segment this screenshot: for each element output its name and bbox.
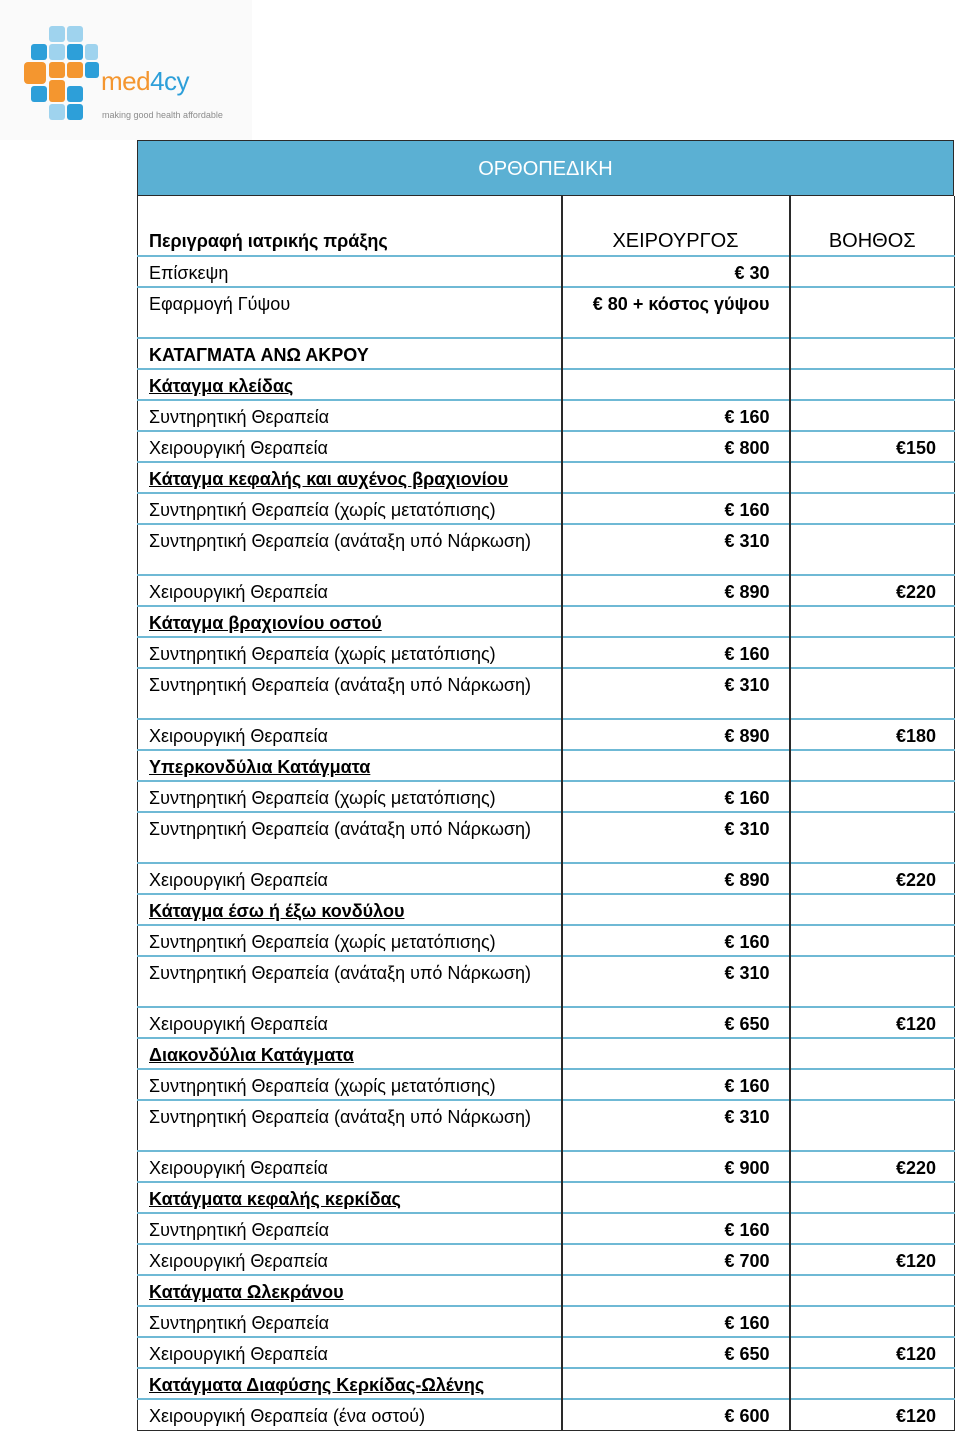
surgeon-fee: € 160 [562,781,790,812]
assistant-fee [790,256,955,287]
procedure-label: Συντηρητική Θεραπεία (χωρίς μετατόπισης) [138,493,562,524]
table-row [138,781,955,812]
assistant-fee [790,369,955,400]
brand-tagline: making good health affordable [102,110,223,120]
procedure-label: Συντηρητική Θεραπεία (ανάταξη υπό Νάρκωση) [138,1100,562,1151]
assistant-fee [790,750,955,781]
surgeon-fee: € 310 [562,956,790,1007]
table-row [138,1337,955,1368]
procedure-label: Συντηρητική Θεραπεία (χωρίς μετατόπισης) [138,781,562,812]
surgeon-fee: € 310 [562,1100,790,1151]
price-table [137,140,954,1431]
surgeon-fee: € 160 [562,1069,790,1100]
assistant-fee [790,1038,955,1069]
assistant-fee [790,1306,955,1337]
table-row [138,1368,955,1399]
procedure-label: Συντηρητική Θεραπεία (ανάταξη υπό Νάρκωση) [138,668,562,719]
procedure-label: Συντηρητική Θεραπεία (ανάταξη υπό Νάρκωση) [138,956,562,1007]
price-rows [137,196,955,1431]
table-row [138,668,955,719]
assistant-fee [790,637,955,668]
header-surgeon: ΧΕΙΡΟΥΡΓΟΣ [562,196,790,256]
surgeon-fee: € 600 [562,1399,790,1430]
table-row [138,606,955,637]
table-row [138,1151,955,1182]
section-heading: Κάταγμα κλείδας [138,369,562,400]
procedure-label: Χειρουργική Θεραπεία [138,719,562,750]
table-row [138,431,955,462]
assistant-fee [790,493,955,524]
section-heading: Κάταγμα έσω ή έξω κονδύλου [138,894,562,925]
surgeon-fee [562,462,790,493]
assistant-fee [790,812,955,863]
procedure-label: Χειρουργική Θεραπεία [138,1151,562,1182]
procedure-label: Χειρουργική Θεραπεία [138,431,562,462]
table-row [138,925,955,956]
surgeon-fee: € 160 [562,1306,790,1337]
table-row [138,1244,955,1275]
procedure-label: Επίσκεψη [138,256,562,287]
surgeon-fee: € 30 [562,256,790,287]
table-row [138,1007,955,1038]
procedure-label: ΚΑΤΑΓΜΑΤΑ ΑΝΩ ΑΚΡΟΥ [138,338,562,369]
surgeon-fee: € 160 [562,925,790,956]
assistant-fee: €120 [790,1399,955,1430]
table-row [138,1213,955,1244]
assistant-fee [790,462,955,493]
table-row [138,524,955,575]
section-heading: Κάταγμα βραχιονίου οστού [138,606,562,637]
table-row [138,719,955,750]
table-row [138,493,955,524]
surgeon-fee [562,1038,790,1069]
table-row [138,1038,955,1069]
assistant-fee: €120 [790,1337,955,1368]
assistant-fee: €220 [790,1151,955,1182]
assistant-fee: €120 [790,1244,955,1275]
table-row [138,400,955,431]
table-row [138,1100,955,1151]
surgeon-fee: € 890 [562,719,790,750]
procedure-label: Συντηρητική Θεραπεία (χωρίς μετατόπισης) [138,925,562,956]
assistant-fee [790,1182,955,1213]
surgeon-fee [562,338,790,369]
procedure-label: Συντηρητική Θεραπεία [138,1213,562,1244]
assistant-fee [790,1069,955,1100]
surgeon-fee: € 650 [562,1007,790,1038]
table-title: ΟΡΘΟΠΕΔΙΚΗ [137,140,954,196]
assistant-fee [790,925,955,956]
section-heading: Κάταγμα κεφαλής και αυχένος βραχιονίου [138,462,562,493]
surgeon-fee [562,1368,790,1399]
surgeon-fee: € 310 [562,668,790,719]
assistant-fee: €220 [790,575,955,606]
med4cy-cross-icon [0,0,100,130]
table-row [138,462,955,493]
surgeon-fee: € 650 [562,1337,790,1368]
table-row [138,1182,955,1213]
section-heading: Διακονδύλια Κατάγματα [138,1038,562,1069]
table-row [138,637,955,668]
section-heading: Κατάγματα Ωλεκράνου [138,1275,562,1306]
procedure-label: Εφαρμογή Γύψου [138,287,562,338]
table-row [138,287,955,338]
table-row [138,575,955,606]
table-row [138,750,955,781]
assistant-fee [790,524,955,575]
surgeon-fee: € 80 + κόστος γύψου [562,287,790,338]
surgeon-fee: € 700 [562,1244,790,1275]
surgeon-fee: € 160 [562,637,790,668]
procedure-label: Συντηρητική Θεραπεία [138,1306,562,1337]
surgeon-fee [562,369,790,400]
assistant-fee [790,1275,955,1306]
section-heading: Κατάγματα κεφαλής κερκίδας [138,1182,562,1213]
section-heading: Κατάγματα Διαφύσης Κερκίδας-Ωλένης [138,1368,562,1399]
surgeon-fee: € 310 [562,524,790,575]
table-row [138,1306,955,1337]
surgeon-fee [562,1275,790,1306]
procedure-label: Χειρουργική Θεραπεία (ένα οστού) [138,1399,562,1430]
surgeon-fee: € 800 [562,431,790,462]
surgeon-fee: € 310 [562,812,790,863]
table-row [138,1399,955,1430]
surgeon-fee: € 160 [562,400,790,431]
header-row [138,196,955,256]
surgeon-fee [562,1182,790,1213]
procedure-label: Χειρουργική Θεραπεία [138,575,562,606]
table-row [138,1275,955,1306]
surgeon-fee: € 160 [562,493,790,524]
assistant-fee [790,606,955,637]
procedure-label: Χειρουργική Θεραπεία [138,1337,562,1368]
table-row [138,338,955,369]
assistant-fee [790,1368,955,1399]
assistant-fee: €180 [790,719,955,750]
assistant-fee: €120 [790,1007,955,1038]
procedure-label: Συντηρητική Θεραπεία (χωρίς μετατόπισης) [138,637,562,668]
table-row [138,812,955,863]
assistant-fee [790,894,955,925]
assistant-fee: €220 [790,863,955,894]
header-assistant: ΒΟΗΘΟΣ [790,196,955,256]
surgeon-fee [562,750,790,781]
table-row [138,369,955,400]
table-row [138,256,955,287]
surgeon-fee [562,606,790,637]
procedure-label: Συντηρητική Θεραπεία (ανάταξη υπό Νάρκωση) [138,524,562,575]
assistant-fee [790,668,955,719]
surgeon-fee: € 890 [562,575,790,606]
assistant-fee [790,1213,955,1244]
procedure-label: Συντηρητική Θεραπεία [138,400,562,431]
assistant-fee: €150 [790,431,955,462]
procedure-label: Συντηρητική Θεραπεία (ανάταξη υπό Νάρκωση) [138,812,562,863]
surgeon-fee: € 160 [562,1213,790,1244]
table-row [138,894,955,925]
surgeon-fee: € 900 [562,1151,790,1182]
procedure-label: Χειρουργική Θεραπεία [138,1244,562,1275]
procedure-label: Χειρουργική Θεραπεία [138,863,562,894]
surgeon-fee: € 890 [562,863,790,894]
section-heading: Υπερκονδύλια Κατάγματα [138,750,562,781]
brand-logo [0,0,252,140]
assistant-fee [790,287,955,338]
assistant-fee [790,781,955,812]
assistant-fee [790,400,955,431]
brand-name: med4cy [101,66,190,96]
header-description: Περιγραφή ιατρικής πράξης [138,196,562,256]
surgeon-fee [562,894,790,925]
assistant-fee [790,1100,955,1151]
table-row [138,863,955,894]
table-row [138,956,955,1007]
procedure-label: Χειρουργική Θεραπεία [138,1007,562,1038]
table-row [138,1069,955,1100]
assistant-fee [790,338,955,369]
procedure-label: Συντηρητική Θεραπεία (χωρίς μετατόπισης) [138,1069,562,1100]
assistant-fee [790,956,955,1007]
